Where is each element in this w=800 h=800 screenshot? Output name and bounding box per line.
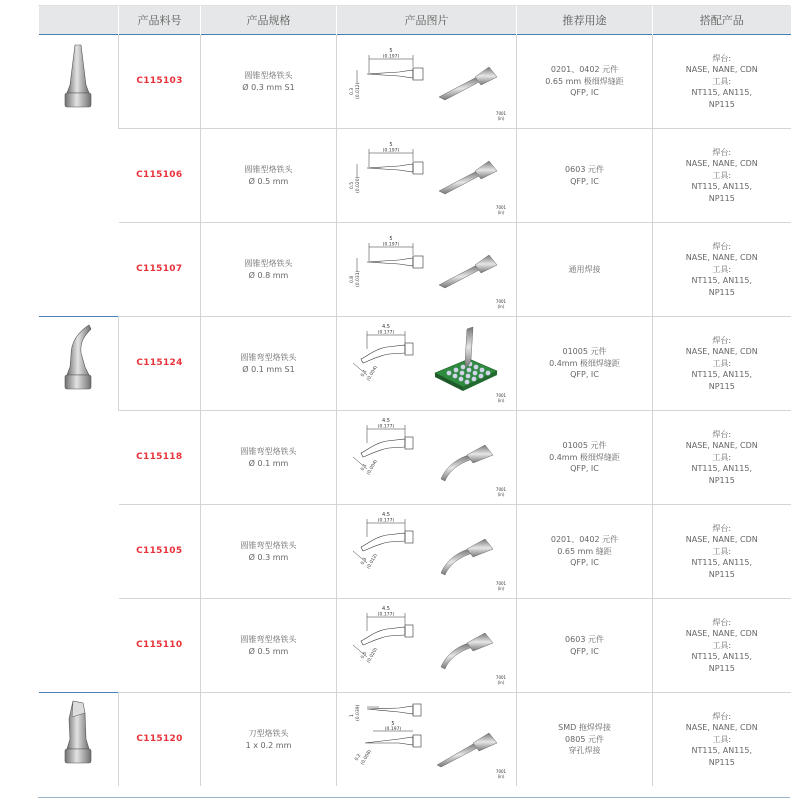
tip-drawing	[339, 507, 515, 597]
product-code: C115105	[119, 505, 201, 599]
recommended-use: 0201、0402 元件 0.65 mm 缝距 QFP, IC	[517, 505, 653, 599]
dim-diameter: 0.3	[359, 556, 368, 566]
dim-diameter-in: (0.012)	[355, 82, 361, 99]
tip-type-cell	[39, 693, 119, 787]
scale-label: 7001	[495, 392, 506, 398]
dim-diameter-in: (0.020)	[365, 646, 379, 664]
tip-type-cell	[39, 35, 119, 317]
dim-width: 1	[349, 713, 355, 717]
dim-length: 5	[390, 720, 395, 727]
dim-diameter: 0.5	[349, 181, 355, 189]
table-row	[39, 317, 791, 411]
compatible-products: 焊台: NASE, NANE, CDN 工具: NT115, AN115, NP115	[653, 693, 791, 787]
table-row	[39, 411, 791, 505]
bent-conical-tip-icon	[39, 317, 119, 407]
product-code: C115106	[119, 129, 201, 223]
dim-diameter: 0.1	[359, 462, 368, 472]
dim-thickness-in: (0.008)	[359, 748, 373, 766]
product-spec: 圆锥弯型烙铁头 Ø 0.1 mm	[201, 411, 337, 505]
scale-unit: (in)	[497, 773, 504, 779]
scale-label: 7001	[495, 768, 506, 774]
product-image-cell	[337, 223, 517, 317]
dim-length-in: (0.177)	[377, 518, 394, 523]
recommended-use: SMD 拖焊焊接 0805 元件 穿孔焊接	[517, 693, 653, 787]
dim-diameter-in: (0.031)	[355, 270, 361, 287]
scale-unit: (in)	[497, 585, 504, 591]
product-image-cell	[337, 411, 517, 505]
dim-length: 5	[388, 235, 393, 242]
recommended-use: 通用焊接	[517, 223, 653, 317]
compatible-products: 焊台: NASE, NANE, CDN 工具: NT115, AN115, NP115	[653, 223, 791, 317]
product-code: C115110	[119, 599, 201, 693]
table-row	[39, 129, 791, 223]
dim-diameter-in: (0.004)	[365, 364, 379, 382]
dim-length-in: (0.197)	[382, 54, 399, 59]
dim-diameter-in: (0.020)	[355, 176, 361, 193]
scale-label: 7001	[495, 298, 506, 304]
dim-length-in: (0.197)	[382, 242, 399, 247]
dim-diameter-in: (0.004)	[365, 458, 379, 476]
product-spec: 圆锥弯型烙铁头 Ø 0.1 mm S1	[201, 317, 337, 411]
product-code: C115107	[119, 223, 201, 317]
dim-length-in: (0.177)	[377, 612, 394, 617]
dim-length-in: (0.177)	[377, 330, 394, 335]
chisel-tip-icon	[39, 693, 119, 783]
header-blank	[39, 6, 119, 35]
dim-diameter: 0.3	[349, 87, 355, 95]
dim-thickness: 0.2	[353, 752, 362, 762]
dim-diameter-in: (0.012)	[365, 552, 379, 570]
recommended-use: 01005 元件 0.4mm 极细焊缝距 QFP, IC	[517, 317, 653, 411]
scale-label: 7001	[495, 204, 506, 210]
product-image-cell	[337, 317, 517, 411]
dim-length-in: (0.197)	[382, 148, 399, 153]
table-row	[39, 599, 791, 693]
table-row	[39, 223, 791, 317]
scale-unit: (in)	[497, 303, 504, 309]
recommended-use: 01005 元件 0.4mm 极细焊缝距 QFP, IC	[517, 411, 653, 505]
product-spec: 圆锥弯型烙铁头 Ø 0.3 mm	[201, 505, 337, 599]
product-spec: 圆锥型烙铁头 Ø 0.5 mm	[201, 129, 337, 223]
compatible-products: 焊台: NASE, NANE, CDN 工具: NT115, AN115, NP115	[653, 35, 791, 129]
product-spec: 刀型烙铁头 1 x 0.2 mm	[201, 693, 337, 787]
scale-unit: (in)	[497, 115, 504, 121]
compatible-products: 焊台: NASE, NANE, CDN 工具: NT115, AN115, NP115	[653, 411, 791, 505]
product-image-cell	[337, 693, 517, 787]
tip-drawing	[339, 37, 515, 127]
scale-label: 7001	[495, 110, 506, 116]
dim-length: 4.5	[381, 511, 390, 518]
bottom-rule	[38, 797, 790, 798]
product-spec: 圆锥型烙铁头 Ø 0.3 mm S1	[201, 35, 337, 129]
product-image-cell	[337, 129, 517, 223]
header-spec: 产品规格	[201, 6, 337, 35]
product-image-cell	[337, 599, 517, 693]
header-match: 搭配产品	[653, 6, 791, 35]
table-header-row	[39, 6, 791, 35]
product-image-cell	[337, 505, 517, 599]
product-table	[38, 6, 791, 786]
tip-drawing	[339, 319, 515, 409]
compatible-products: 焊台: NASE, NANE, CDN 工具: NT115, AN115, NP115	[653, 129, 791, 223]
table-row	[39, 693, 791, 787]
scale-label: 7001	[495, 674, 506, 680]
compatible-products: 焊台: NASE, NANE, CDN 工具: NT115, AN115, NP115	[653, 317, 791, 411]
dim-length: 4.5	[381, 605, 390, 612]
recommended-use: 0201、0402 元件 0.65 mm 极细焊缝距 QFP, IC	[517, 35, 653, 129]
table-row	[39, 35, 791, 129]
dim-diameter: 0.5	[359, 650, 368, 660]
product-code: C115124	[119, 317, 201, 411]
header-image: 产品图片	[337, 6, 517, 35]
product-spec: 圆锥弯型烙铁头 Ø 0.5 mm	[201, 599, 337, 693]
dim-diameter: 0.8	[349, 275, 355, 283]
tip-drawing	[339, 695, 515, 785]
dim-length: 4.5	[381, 417, 390, 424]
product-spec: 圆锥型烙铁头 Ø 0.8 mm	[201, 223, 337, 317]
product-code: C115103	[119, 35, 201, 129]
tip-drawing	[339, 601, 515, 691]
recommended-use: 0603 元件 QFP, IC	[517, 599, 653, 693]
table-row	[39, 505, 791, 599]
scale-label: 7001	[495, 486, 506, 492]
scale-unit: (in)	[497, 679, 504, 685]
compatible-products: 焊台: NASE, NANE, CDN 工具: NT115, AN115, NP115	[653, 599, 791, 693]
product-code: C115120	[119, 693, 201, 787]
tip-type-cell	[39, 317, 119, 693]
dim-width-in: (0.039)	[355, 704, 361, 721]
dim-length-in: (0.197)	[384, 726, 401, 732]
header-use: 推荐用途	[517, 6, 653, 35]
tip-drawing	[339, 225, 515, 315]
tip-drawing	[339, 131, 515, 221]
dim-diameter: 0.1	[359, 368, 368, 378]
recommended-use: 0603 元件 QFP, IC	[517, 129, 653, 223]
dim-length: 5	[388, 47, 393, 54]
header-code: 产品料号	[119, 6, 201, 35]
dim-length-in: (0.177)	[377, 424, 394, 429]
tip-drawing	[339, 413, 515, 503]
dim-length: 4.5	[381, 323, 390, 330]
dim-length: 5	[388, 141, 393, 148]
scale-unit: (in)	[497, 209, 504, 215]
scale-unit: (in)	[497, 397, 504, 403]
scale-label: 7001	[495, 580, 506, 586]
compatible-products: 焊台: NASE, NANE, CDN 工具: NT115, AN115, NP115	[653, 505, 791, 599]
product-code: C115118	[119, 411, 201, 505]
scale-unit: (in)	[497, 491, 504, 497]
straight-conical-tip-icon	[39, 35, 119, 125]
product-image-cell	[337, 35, 517, 129]
